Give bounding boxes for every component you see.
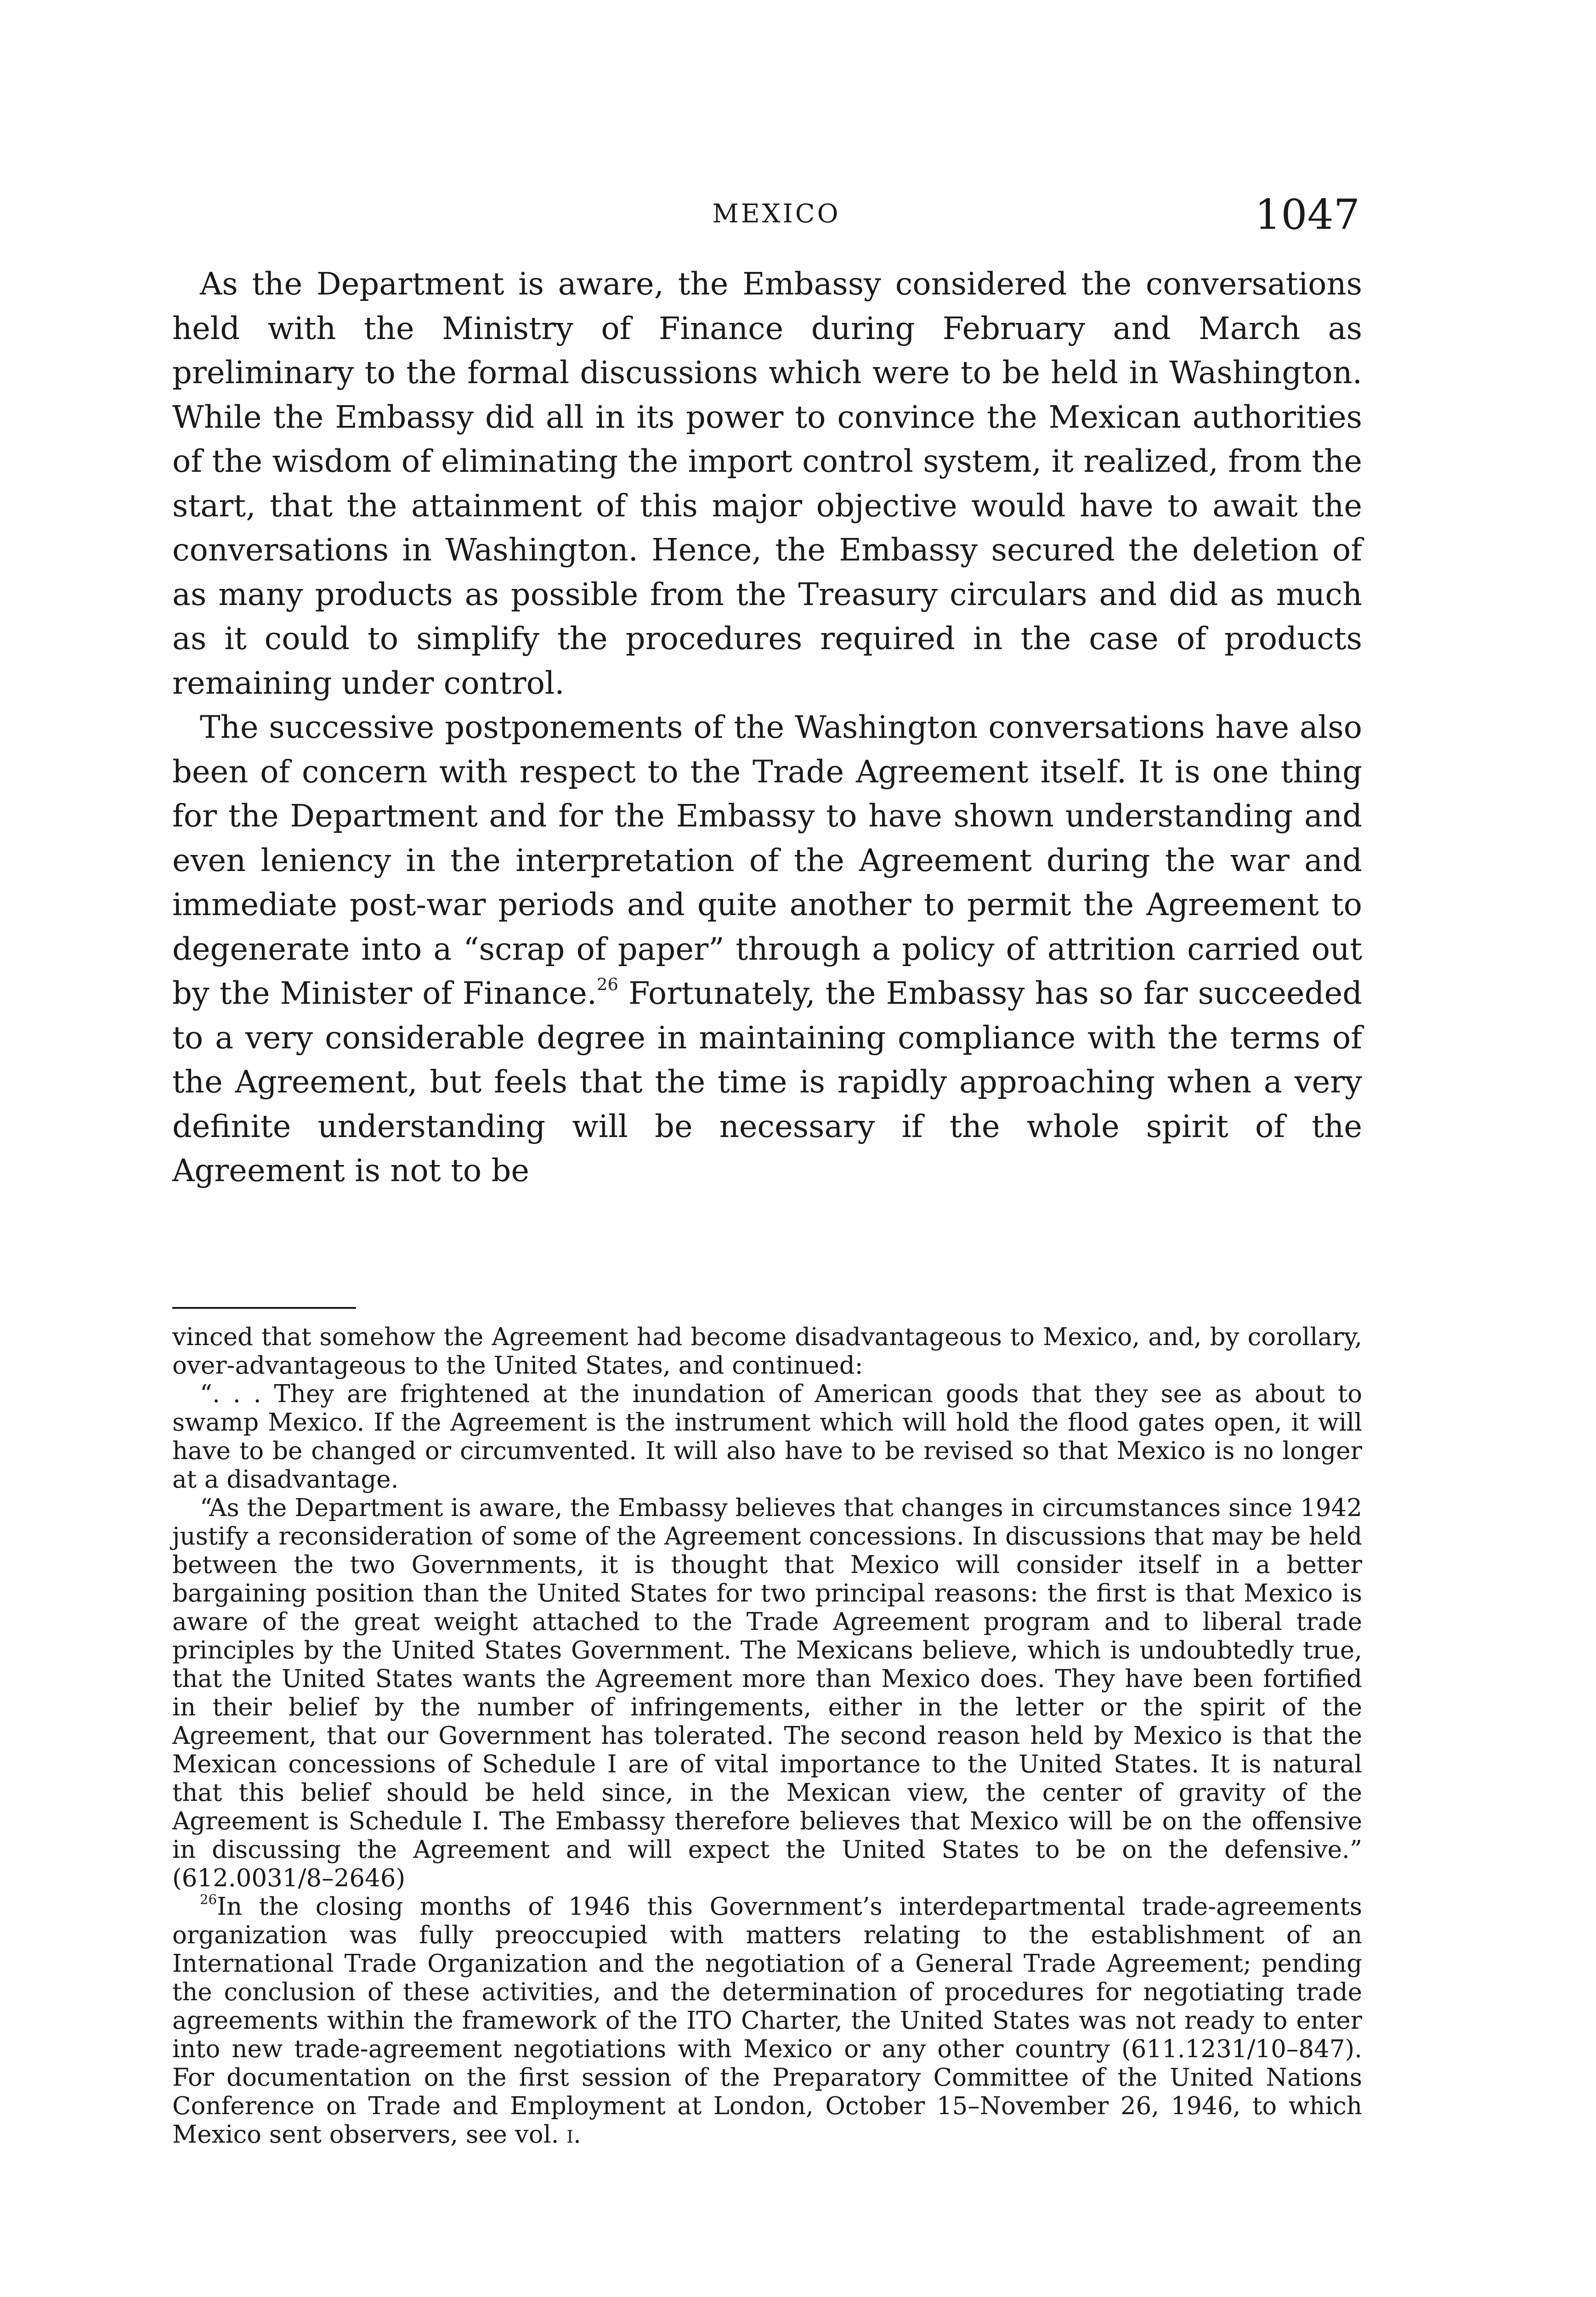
main-text <box>172 262 1362 1193</box>
body-paragraph <box>172 705 1362 1193</box>
running-title: MEXICO <box>712 199 841 229</box>
footnotes <box>172 1323 1362 2149</box>
footnote-marker: 26 <box>200 1891 217 1907</box>
page-number: 1047 <box>1254 191 1360 239</box>
paragraph-text: Fortunately, the Embassy has so far succeeded to a very considerable degree in maintaining compliance with the terms of the Agreement, but feels that the time is rapidly approaching when a very definite understanding will be necessary if the whole spirit of the Agreement is not to be <box>172 975 1362 1188</box>
running-head <box>193 191 1360 241</box>
footnote-26 <box>172 1893 1362 2149</box>
body-paragraph: As the Department is aware, the Embassy considered the conversations held with the Ministry of Finance during February and March as preliminary to the formal discussions which were to be held in Washington. While the Embassy did all in its power to convince the Mexican authorities of the wisdom of eliminating the import control system, it realized, from the start, that the attainment of this major objective would have to await the conversations in Washington. Hence, the Embassy secured the deletion of as many products as possible from the Treasury circulars and did as much as it could to simplify the procedures required in the case of products remaining under control. <box>172 266 1362 701</box>
paragraph-text: The successive postponements of the Washington conversations have also been of concern with respect to the Trade Agreement itself. It is one thing for the Department and for the Embassy to have shown understanding and even leniency in the interpretation of the Agreement during the war and immediate post-war periods and quite another to permit the Agreement to degenerate into a “scrap of paper” through a policy of attrition carried out by the Minister of Finance. <box>172 709 1362 1011</box>
footnote-quote: “As the Department is aware, the Embassy believes that changes in circumstances since 1942 justify a reconsideration of some of the Agreement concessions. In discussions that may be held between the two Governments, it is thought that Mexico will consider itself in a better bargaining position than the United States for two principal reasons: the first is that Mexico is aware of the great weight attached to the Trade Agreement program and to liberal trade principles by the United States Government. The Mexicans believe, which is undoubtedly true, that the United States wants the Agreement more than Mexico does. They have been fortified in their belief by the number of infringements, either in the letter or the spirit of the Agreement, that our Government has tolerated. The second reason held by Mexico is that the Mexican concessions of Schedule I are of vital importance to the United States. It is natural that this belief should be held since, in the Mexican view, the center of gravity of the Agreement is Schedule I. The Embassy therefore believes that Mexico will be on the offensive in discussing the Agreement and will expect the United States to be on the defensive.” (612.0031/8–2646) <box>172 1494 1362 1892</box>
footnote-rule <box>172 1307 356 1309</box>
footnote-continuation: vinced that somehow the Agreement had become disadvantageous to Mexico, and, by corollary, over-advantageous to the United States, and continued: <box>172 1323 1362 1380</box>
footnote-quote: “. . . They are frightened at the inundation of American goods that they see as about to swamp Mexico. If the Agreement is the instrument which will hold the flood gates open, it will have to be changed or circumvented. It will also have to be revised so that Mexico is no longer at a disadvantage. <box>172 1380 1362 1494</box>
footnote-end: . <box>573 2121 581 2149</box>
footnote-text: In the closing months of 1946 this Government’s interdepartmental trade-agreements organization was fully preoccupied with matters relating to the establishment of an International Trade Organization and the negotiation of a General Trade Agreement; pending the conclusion of these activities, and the determination of procedures for negotiating trade agreements within the framework of the ITO Charter, the United States was not ready to enter into new trade-agreement negotiations with Mexico or any other country (611.1231/10–847). For documentation on the first session of the Preparatory Committee of the United Nations Conference on Trade and Employment at London, October 15–November 26, 1946, to which Mexico sent observers, see vol. <box>172 1893 1362 2149</box>
volume-number: i <box>566 2121 573 2149</box>
footnote-reference: 26 <box>597 974 618 995</box>
